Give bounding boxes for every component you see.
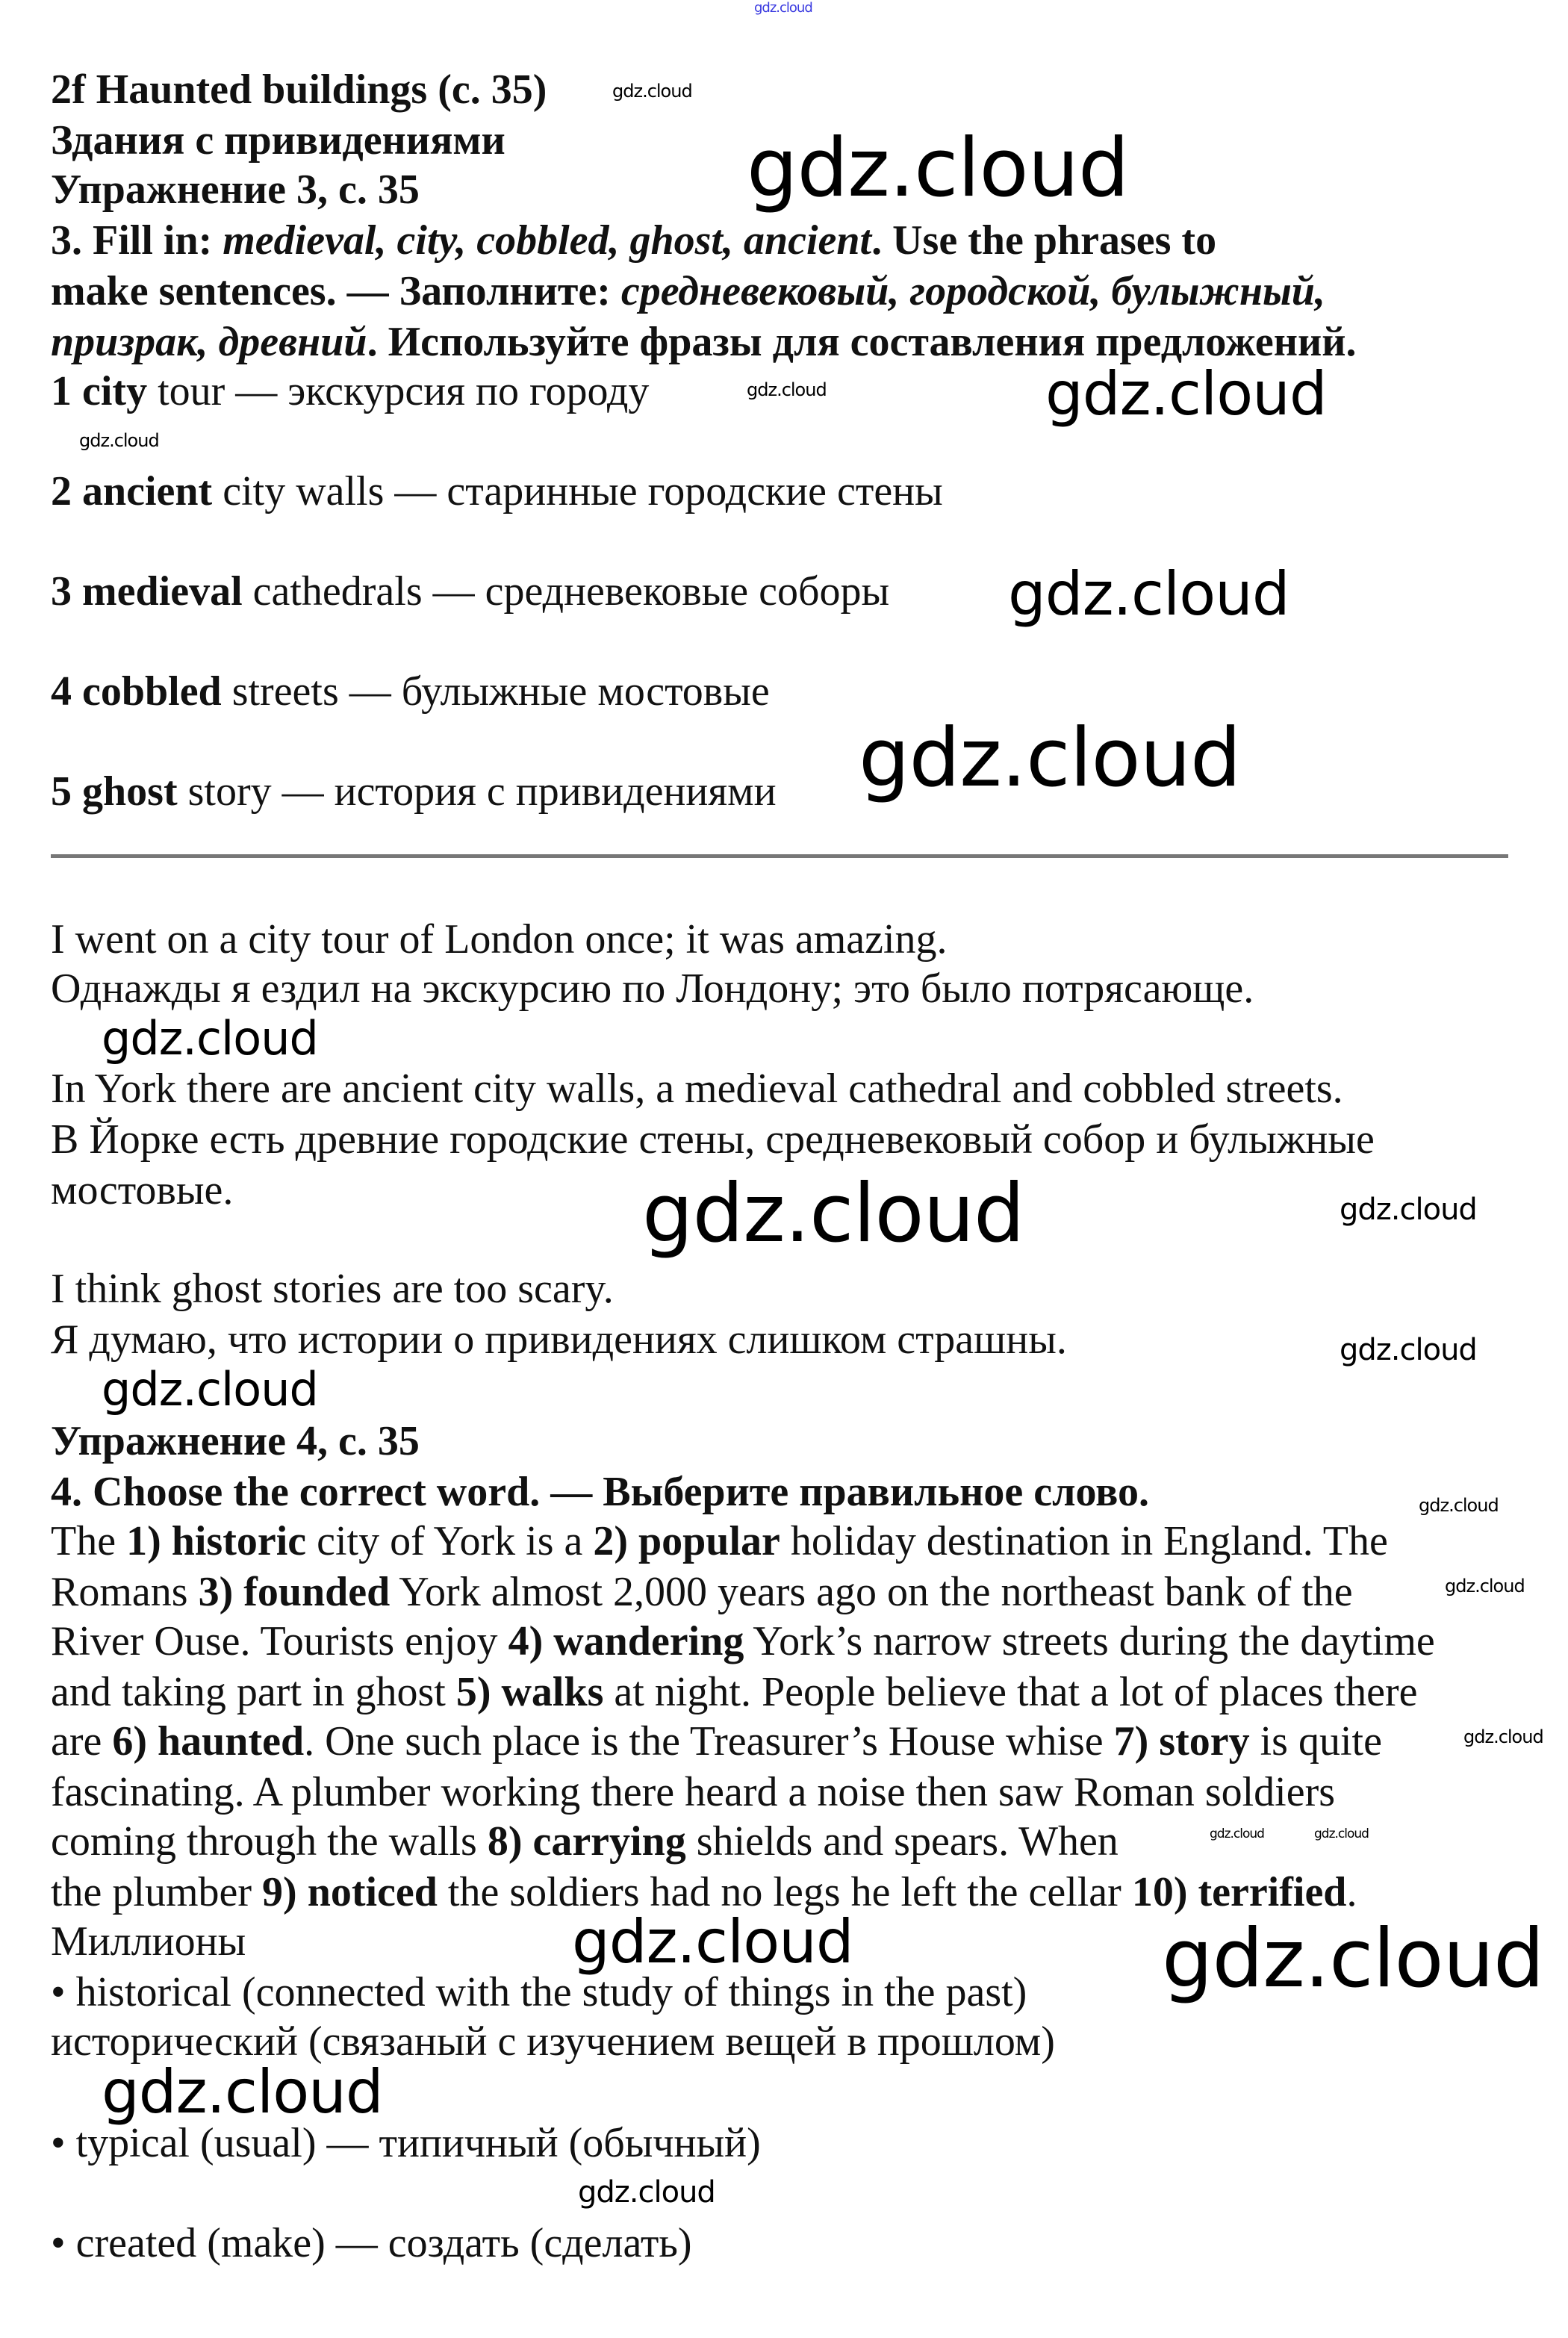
watermark: gdz.cloud <box>102 2057 383 2127</box>
text-segment: The <box>51 1518 127 1564</box>
text-segment: story — история с привидениями <box>177 768 777 815</box>
emphasized-text: 4. Choose the correct word. — Выберите правильное слово. <box>51 1469 1150 1515</box>
text-segment: Миллионы <box>51 1918 246 1965</box>
text-segment: holiday destination in England. The <box>780 1518 1388 1564</box>
text-segment: Я думаю, что истории о привидениях слишком страшны. <box>51 1316 1067 1363</box>
watermark: gdz.cloud <box>1340 1193 1477 1227</box>
answer-item <box>51 568 889 615</box>
text-segment: исторический (связаный с изучением вещей в прошлом) <box>51 2018 1055 2065</box>
text-segment: • typical (usual) — типичный (обычный) <box>51 2120 761 2166</box>
sentence-translation <box>51 965 1254 1013</box>
note-text <box>51 1918 246 1965</box>
text-segment: York’s narrow streets during the daytime <box>744 1618 1435 1664</box>
text-segment: city walls — старинные городские стены <box>212 468 943 514</box>
emphasized-text: 4 cobbled <box>51 668 222 715</box>
exercise-4-text <box>51 1668 1417 1716</box>
exercise-4-text <box>51 1517 1388 1565</box>
watermark: gdz.cloud <box>747 122 1129 215</box>
answer-item <box>51 768 777 815</box>
watermark: gdz.cloud <box>578 2175 715 2210</box>
emphasized-text: 6) haunted <box>112 1718 305 1765</box>
text-segment: York almost 2,000 years ago on the northeast bank of the <box>390 1569 1353 1615</box>
watermark: gdz.cloud <box>754 0 812 16</box>
emphasized-text: 8) carrying <box>487 1818 686 1865</box>
watermark: gdz.cloud <box>1419 1495 1499 1516</box>
watermark: gdz.cloud <box>1340 1333 1477 1367</box>
sentence-translation <box>51 1166 233 1214</box>
emphasized-text: 5) walks <box>455 1669 604 1715</box>
sentence <box>51 1265 614 1313</box>
text-segment: is quite <box>1249 1718 1382 1765</box>
emphasized-text: средневековый, городской, булыжный, <box>620 268 1325 314</box>
emphasized-text: 2) popular <box>593 1518 780 1564</box>
text-segment: the soldiers had no legs he left the cellar <box>437 1869 1132 1915</box>
text-segment: River Ouse. Tourists enjoy <box>51 1618 508 1664</box>
text-segment: . One such place is the Treasurer’s House whise <box>304 1718 1114 1765</box>
watermark: gdz.cloud <box>572 1907 853 1977</box>
emphasized-text: Упражнение 4, с. 35 <box>51 1418 420 1464</box>
watermark: gdz.cloud <box>1314 1826 1369 1841</box>
text-segment: city of York is a <box>306 1518 594 1564</box>
text-segment: I went on a city tour of London once; it was amazing. <box>51 916 948 963</box>
emphasized-text: призрак, древний <box>51 319 367 365</box>
text-segment: and taking part in ghost <box>51 1669 456 1715</box>
watermark: gdz.cloud <box>859 712 1241 805</box>
exercise-4-task <box>51 1468 1149 1516</box>
text-segment: мостовые. <box>51 1167 234 1213</box>
sentence-translation <box>51 1316 1067 1364</box>
text-segment: I think ghost stories are too scary. <box>51 1266 614 1312</box>
emphasized-text: . Используйте фразы для составления предложений. <box>367 319 1357 365</box>
sentence <box>51 1065 1343 1113</box>
watermark: gdz.cloud <box>102 1362 318 1417</box>
exercise-4-text <box>51 1717 1382 1765</box>
heading-subtitle <box>51 116 505 164</box>
text-segment: . <box>1346 1869 1357 1915</box>
emphasized-text: 1 city <box>51 368 148 414</box>
emphasized-text: 2f Haunted buildings (c. 35) <box>51 66 547 113</box>
watermark: gdz.cloud <box>1045 359 1327 429</box>
heading-title <box>51 66 547 114</box>
emphasized-text: make sentences. — Заполните: <box>51 268 621 314</box>
emphasized-text: Здания с привидениями <box>51 117 505 164</box>
text-segment: • historical (connected with the study of things in the past) <box>51 1969 1027 2015</box>
watermark: gdz.cloud <box>102 1011 318 1066</box>
emphasized-text: Упражнение 3, с. 35 <box>51 167 420 213</box>
text-segment: cathedrals — средневековые соборы <box>242 568 890 615</box>
watermark: gdz.cloud <box>1162 1912 1544 2006</box>
exercise-3-task <box>51 267 1325 315</box>
text-segment: streets — булыжные мостовые <box>221 668 770 715</box>
emphasized-text: 5 ghost <box>51 768 178 815</box>
answer-item <box>51 367 649 415</box>
sentence <box>51 915 948 963</box>
exercise-4-text <box>51 1568 1353 1616</box>
exercise-3-task <box>51 217 1216 264</box>
answer-item <box>51 467 943 515</box>
emphasized-text: 2 ancient <box>51 468 213 514</box>
watermark: gdz.cloud <box>1008 559 1289 629</box>
answer-item <box>51 668 770 715</box>
emphasized-text: 10) terrified <box>1131 1869 1347 1915</box>
text-segment: tour — экскурсия по городу <box>147 368 650 414</box>
emphasized-text: 3) founded <box>198 1569 391 1615</box>
emphasized-text: . Use the phrases to <box>871 217 1217 264</box>
vocab-note <box>51 2219 692 2267</box>
text-segment: В Йорке есть древние городские стены, средневековый собор и булыжные <box>51 1116 1375 1163</box>
exercise-4-text <box>51 1768 1335 1816</box>
text-segment: the plumber <box>51 1869 263 1915</box>
watermark: gdz.cloud <box>1463 1726 1543 1747</box>
text-segment: at night. People believe that a lot of places there <box>603 1669 1418 1715</box>
text-segment: Однажды я ездил на экскурсию по Лондону; это было потрясающе. <box>51 966 1254 1012</box>
text-segment: In York there are ancient city walls, a medieval cathedral and cobbled streets. <box>51 1066 1343 1112</box>
emphasized-text: 3. Fill in: <box>51 217 223 264</box>
sentence-translation <box>51 1116 1375 1163</box>
emphasized-text: medieval, city, cobbled, ghost, ancient <box>223 217 872 264</box>
emphasized-text: 3 medieval <box>51 568 243 615</box>
watermark: gdz.cloud <box>612 81 692 102</box>
watermark: gdz.cloud <box>642 1167 1024 1260</box>
emphasized-text: 4) wandering <box>508 1618 744 1664</box>
text-segment: coming through the walls <box>51 1818 488 1865</box>
exercise-4-text <box>51 1617 1435 1665</box>
exercise-3-heading <box>51 166 420 214</box>
exercise-4-text <box>51 1818 1119 1865</box>
text-segment: shields and spears. When <box>685 1818 1119 1865</box>
text-segment: • created (make) — создать (сделать) <box>51 2220 692 2266</box>
watermark: gdz.cloud <box>79 430 159 451</box>
text-segment: Romans <box>51 1569 199 1615</box>
text-segment: are <box>51 1718 113 1765</box>
exercise-4-heading <box>51 1417 420 1465</box>
divider <box>51 854 1508 858</box>
watermark: gdz.cloud <box>747 379 827 400</box>
emphasized-text: 7) story <box>1113 1718 1250 1765</box>
watermark: gdz.cloud <box>1210 1826 1264 1841</box>
emphasized-text: 1) historic <box>126 1518 307 1564</box>
watermark: gdz.cloud <box>1445 1576 1525 1597</box>
text-segment: fascinating. A plumber working there heard a noise then saw Roman soldiers <box>51 1769 1336 1815</box>
vocab-note <box>51 1968 1027 2016</box>
emphasized-text: 9) noticed <box>262 1869 438 1915</box>
